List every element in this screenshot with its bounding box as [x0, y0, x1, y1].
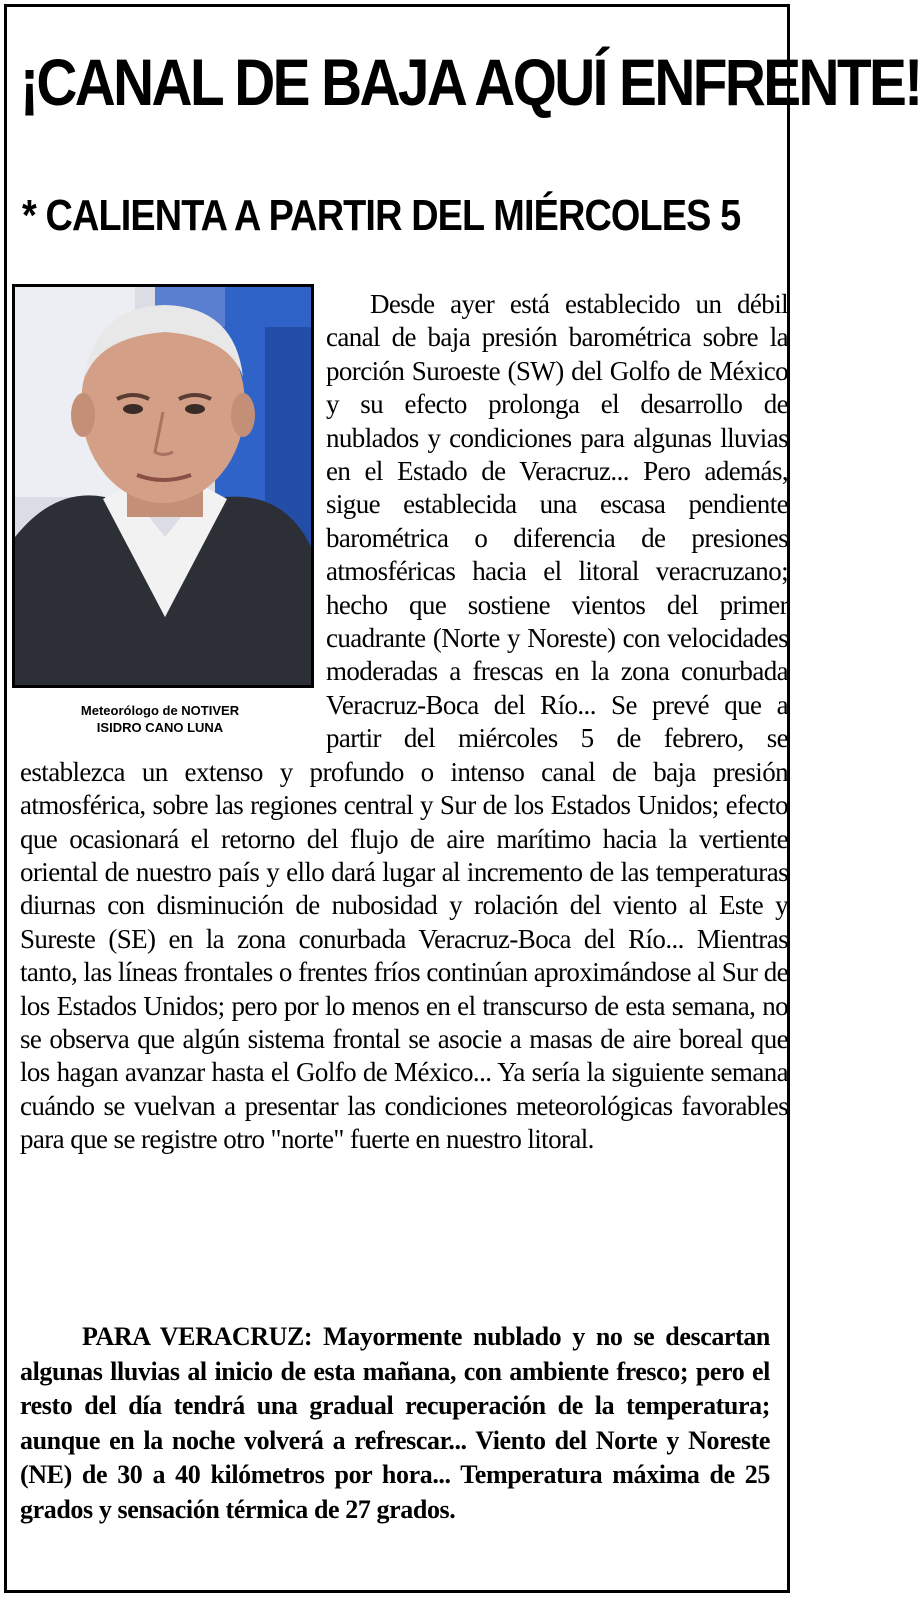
headline: ¡CANAL DE BAJA AQUÍ ENFRENTE! [20, 45, 921, 119]
article-paragraph: Desde ayer está establecido un débil canal de baja presión barométrica sobre la porción Suroeste (SW) del Golfo de México y su efecto prolonga el desarrollo de nublados y condiciones para algunas lluvias en el Estado de Veracruz... Pero además, sigue establecida una escasa pendiente barométrica o diferencia de presiones atmosféricas hacia el litoral veracruzano; hecho que sostiene vientos del primer cuadrante (Norte y Noreste) con velocidades moderadas a frescas en la zona conurbada Veracruz-Boca del Río... Se prevé que a partir del miércoles 5 de febrero, se establezca un extenso y profundo o intenso canal de baja presión atmosférica, sobre las regiones central y Sur de los Estados Unidos; efecto que ocasionará el retorno del flujo de aire marítimo hacia la vertiente oriental de nuestro país y ello dará lugar al incremento de las temperaturas diurnas con disminución de nubosidad y rolación del viento al Este y Sureste (SE) en la zona conurbada Veracruz-Boca del Río... Mientras tanto, las líneas frontales o frentes fríos continúan aproximándose al Sur de los Estados Unidos; pero por lo menos en el transcurso de esta semana, no se observa que algún sistema frontal se asocie a masas de aire boreal que los hagan avanzar hasta el Golfo de México... Ya sería la siguiente semana cuándo se vuelvan a presentar las condiciones meteorológicas favorables para que se registre otro "norte" fuerte en nuestro litoral. [20, 289, 788, 1155]
caption-line-1: Meteorólogo de NOTIVER [80, 703, 240, 718]
caption-line-2: ISIDRO CANO LUNA [96, 720, 224, 735]
forecast-paragraph: PARA VERACRUZ: Mayormente nublado y no se descartan algunas lluvias al inicio de esta mañana, con ambiente fresco; pero el resto del día tendrá una gradual recuperación de la temperatura; aunque en la noche volverá a refrescar... Viento del Norte y Noreste (NE) de 30 a 40 kilómetros por hora... Temperatura máxima de 25 grados y sensación térmica de 27 grados. [20, 1322, 770, 1524]
photo-spacer [20, 288, 326, 748]
article-body [0, 288, 788, 1157]
subheadline: * CALIENTA A PARTIR DEL MIÉRCOLES 5 [22, 191, 741, 240]
